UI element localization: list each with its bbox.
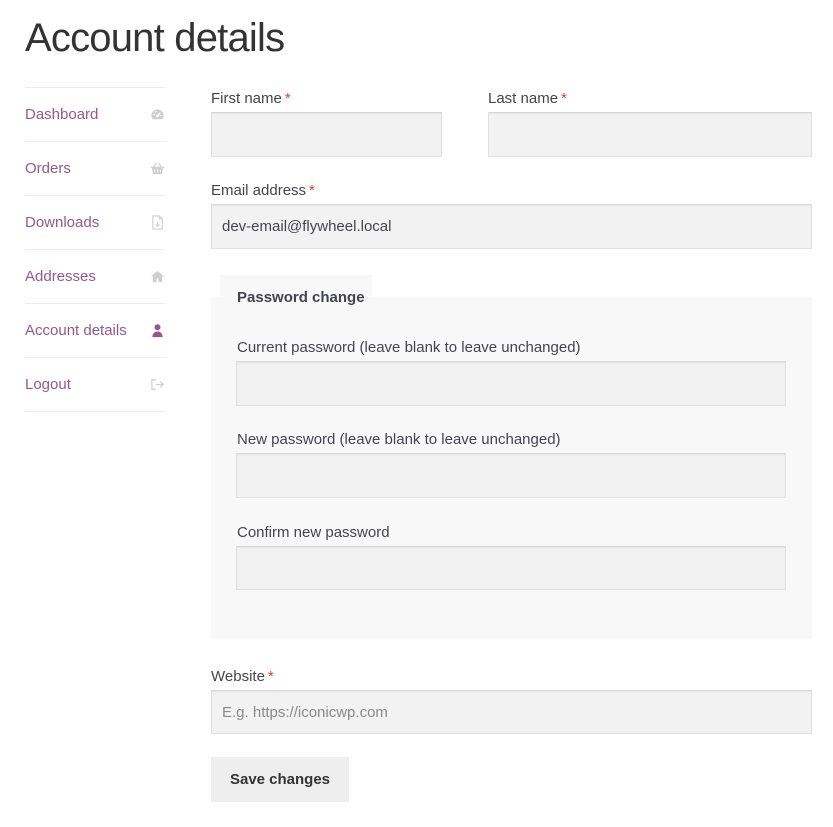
email-label-text: Email address <box>211 182 307 199</box>
sign-out-icon <box>149 377 165 393</box>
website-field[interactable] <box>211 690 812 734</box>
current-password-field[interactable] <box>236 361 786 406</box>
basket-icon <box>149 161 165 177</box>
file-download-icon <box>149 215 165 231</box>
required-marker: * <box>267 668 274 685</box>
nav-item-label: Downloads <box>25 214 100 231</box>
required-marker: * <box>309 182 315 199</box>
user-icon <box>149 323 165 339</box>
nav-item-account-details[interactable] <box>25 304 165 358</box>
password-change-legend: Password change <box>220 275 372 313</box>
save-changes-button[interactable]: Save changes <box>211 757 349 802</box>
nav-item-label: Logout <box>25 376 71 393</box>
current-password-label: Current password (leave blank to leave unchanged) <box>237 339 581 356</box>
new-password-label: New password (leave blank to leave unchanged) <box>237 431 561 448</box>
website-label <box>211 668 274 685</box>
first-name-label-text: First name <box>211 90 282 107</box>
home-icon <box>149 269 165 285</box>
nav-item-logout[interactable] <box>25 358 165 412</box>
last-name-label-text: Last name <box>488 90 559 107</box>
nav-item-label: Addresses <box>25 268 96 285</box>
confirm-password-label: Confirm new password <box>237 524 390 541</box>
nav-item-label: Account details <box>25 322 127 339</box>
confirm-password-field[interactable] <box>236 546 786 590</box>
website-label-text: Website <box>211 668 265 685</box>
nav-item-label: Orders <box>25 160 71 177</box>
first-name-field[interactable] <box>211 112 442 157</box>
nav-item-orders[interactable] <box>25 142 165 196</box>
nav-item-downloads[interactable] <box>25 196 165 250</box>
nav-item-dashboard[interactable] <box>25 88 165 142</box>
first-name-label <box>211 90 291 107</box>
dashboard-icon <box>149 107 165 123</box>
nav-item-label: Dashboard <box>25 106 99 123</box>
account-navigation <box>25 87 165 412</box>
required-marker: * <box>284 90 291 107</box>
email-label <box>211 182 315 199</box>
email-field[interactable] <box>211 204 812 249</box>
last-name-label <box>488 90 567 107</box>
last-name-field[interactable] <box>488 112 812 157</box>
page-title: Account details <box>25 16 285 60</box>
nav-item-addresses[interactable] <box>25 250 165 304</box>
required-marker: * <box>561 90 567 107</box>
new-password-field[interactable] <box>236 453 786 498</box>
